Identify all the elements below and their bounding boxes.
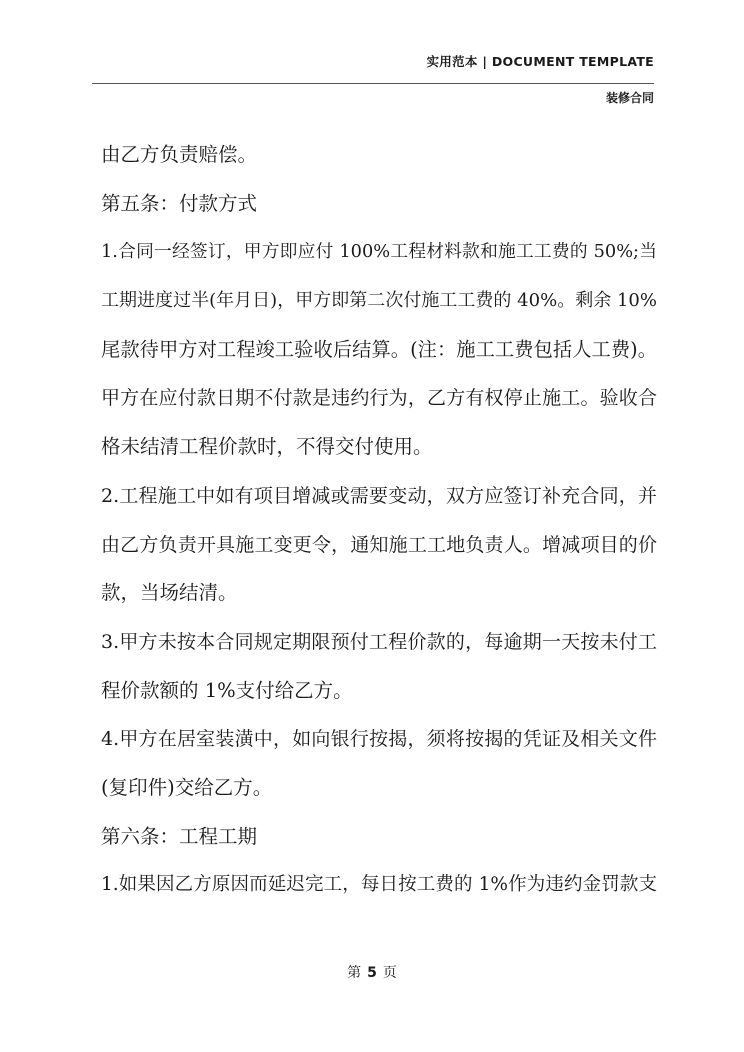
body-line: 工期进度过半(年月日)，甲方即第二次付施工工费的 40%。剩余 10% — [101, 290, 657, 312]
page-label-prefix: 第 — [347, 965, 362, 981]
body-line: 格未结清工程价款时，不得交付使用。 — [101, 435, 433, 459]
page-header — [92, 0, 654, 105]
body-line: 甲方在应付款日期不付款是违约行为，乙方有权停止施工。验收合 — [101, 387, 657, 410]
body-line: 1.如果因乙方原因而延迟完工，每日按工费的 1%作为违约金罚款支 — [101, 874, 657, 896]
body-line: 款，当场结清。 — [101, 581, 238, 605]
body-line: (复印件)交给乙方。 — [101, 775, 273, 799]
body-line: 尾款待甲方对工程竣工验收后结算。(注：施工工费包括人工费)。 — [101, 337, 657, 361]
header-divider — [92, 83, 654, 84]
body-line: 第六条：工程工期 — [101, 824, 258, 848]
page-label-suffix: 页 — [382, 965, 397, 981]
body-line: 由乙方负责开具施工变更令，通知施工工地负责人。增减项目的价 — [101, 533, 657, 556]
document-name: 装修合同 — [605, 91, 654, 105]
page-number: 5 — [367, 965, 377, 981]
header-title: 实用范本 | DOCUMENT TEMPLATE — [426, 54, 654, 69]
page-footer — [0, 962, 744, 982]
document-body — [101, 138, 657, 917]
body-line: 4.甲方在居室装潢中，如向银行按揭，须将按揭的凭证及相关文件 — [101, 728, 657, 751]
body-line: 由乙方负责赔偿。 — [101, 143, 258, 166]
body-line: 3.甲方未按本合同规定期限预付工程价款的，每逾期一天按未付工 — [101, 630, 657, 653]
body-line: 第五条：付款方式 — [101, 191, 258, 215]
body-line: 程价款额的 1%支付给乙方。 — [101, 678, 353, 702]
body-line: 1.合同一经签订，甲方即应付 100%工程材料款和施工工费的 50%;当 — [101, 242, 657, 263]
body-line: 2.工程施工中如有项目增减或需要变动，双方应签订补充合同，并 — [101, 484, 657, 507]
